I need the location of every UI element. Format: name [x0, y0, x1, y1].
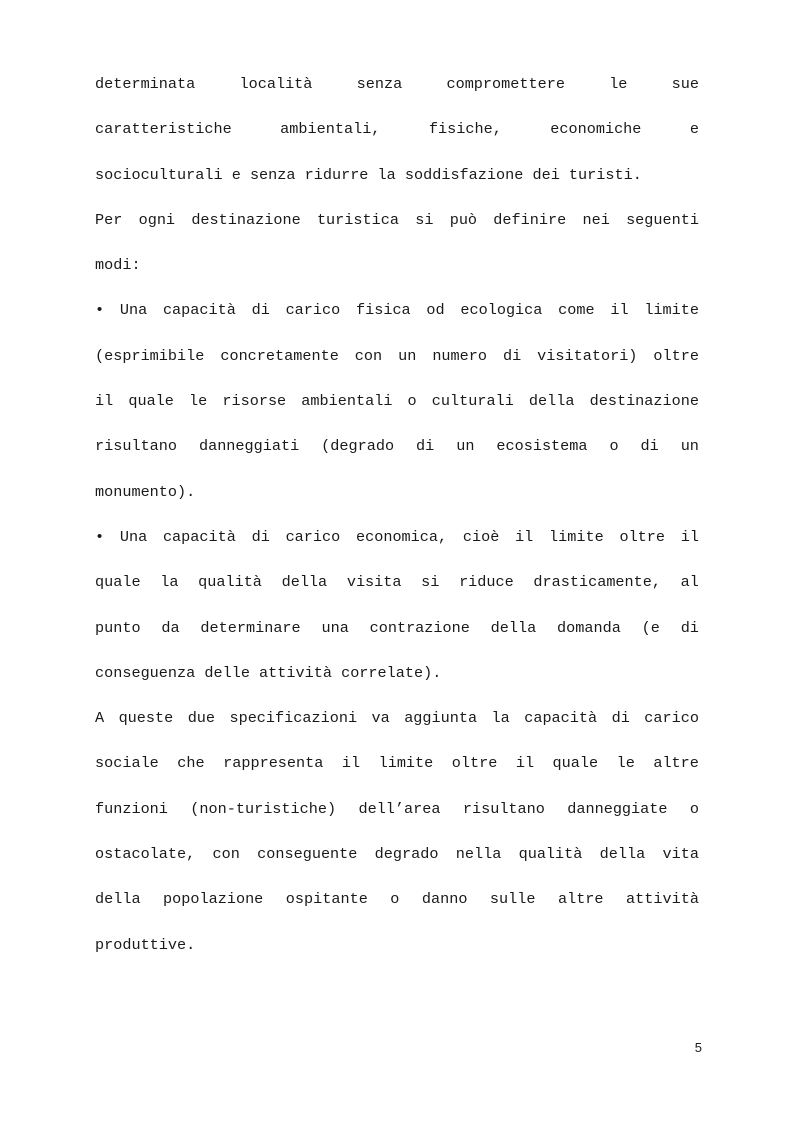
text-line [95, 424, 699, 469]
word: • [95, 527, 105, 546]
word: va [371, 709, 390, 728]
word: un [398, 346, 417, 365]
word: punto [95, 618, 141, 637]
word: ogni [138, 210, 176, 229]
word: due [187, 709, 216, 728]
word: fisica [355, 301, 411, 320]
word: concretamente [220, 346, 339, 365]
word: può [449, 210, 478, 229]
word: o [407, 392, 417, 411]
text-line [95, 107, 699, 152]
word: altre [653, 754, 699, 773]
text-line: socioculturali e senza ridurre la soddisfazione dei turisti. [95, 165, 642, 184]
word: si [415, 210, 434, 229]
word: quale [95, 573, 141, 592]
word: attività [626, 890, 699, 909]
word: un [680, 437, 699, 456]
word: queste [118, 709, 174, 728]
word: il [610, 301, 629, 320]
word: da [161, 618, 180, 637]
word: caratteristiche [95, 120, 232, 139]
word: danneggiati [198, 437, 300, 456]
word: domanda [557, 618, 621, 637]
word: le [616, 754, 635, 773]
word: compromettere [446, 75, 565, 93]
word: carico [285, 527, 341, 546]
body-text [95, 62, 699, 968]
word: con [354, 346, 383, 365]
text-line: produttive. [95, 935, 196, 954]
word: quale [128, 392, 174, 411]
text-line: modi: [95, 256, 141, 275]
word: senza [356, 75, 403, 93]
word: sulle [489, 890, 536, 909]
word: nei [582, 210, 610, 229]
word: drasticamente, [533, 573, 662, 592]
word: sue [671, 75, 699, 93]
word: contrazione [369, 618, 470, 637]
text-line [95, 334, 699, 379]
word: località [239, 75, 313, 93]
word: una [321, 618, 349, 637]
word: risultano [462, 799, 545, 818]
word: riduce [459, 573, 514, 592]
word: o [689, 799, 699, 818]
word: della [528, 392, 575, 411]
word: degrado [374, 845, 439, 864]
text-line [95, 62, 699, 107]
word: oltre [653, 346, 699, 365]
text-line [95, 515, 699, 560]
word: fisiche, [428, 120, 502, 139]
word: aggiunta [404, 709, 478, 728]
text-line [95, 832, 699, 877]
word: la [491, 709, 510, 728]
word: un [456, 437, 475, 456]
word: A [95, 709, 105, 728]
word: cioè [462, 527, 500, 546]
word: ospitante [285, 890, 368, 909]
word: le [189, 392, 208, 411]
word: destinazione [191, 210, 301, 229]
word: si [421, 573, 440, 592]
word: limite [644, 301, 699, 320]
word: (non-turistiche) [190, 799, 337, 818]
word: rappresenta [223, 754, 324, 773]
word: (e [641, 618, 660, 637]
word: economiche [550, 120, 642, 139]
word: al [680, 573, 699, 592]
word: Per [95, 210, 123, 229]
word: ecosistema [496, 437, 588, 456]
word: o [390, 890, 400, 909]
word: vita [662, 845, 699, 864]
word: il [515, 527, 534, 546]
word: risorse [222, 392, 287, 411]
word: conseguente [257, 845, 358, 864]
word: carico [644, 709, 699, 728]
word: qualità [518, 845, 583, 864]
text-line [95, 877, 699, 922]
word: ambientali [301, 392, 393, 411]
word: nella [455, 845, 502, 864]
word: ecologica [460, 301, 543, 320]
word: specificazioni [229, 709, 358, 728]
word: di [502, 346, 522, 365]
word: Una [119, 527, 148, 546]
word: di [251, 527, 270, 546]
word: Una [119, 301, 148, 320]
word: le [609, 75, 628, 93]
word: come [558, 301, 595, 320]
word: qualità [198, 573, 262, 592]
word: risultano [95, 437, 178, 456]
text-line [95, 288, 699, 333]
word: e [689, 120, 699, 139]
word: seguenti [626, 210, 699, 229]
word: il [680, 527, 699, 546]
word: di [416, 437, 435, 456]
word: • [95, 301, 105, 320]
text-line [95, 379, 699, 424]
word: che [177, 754, 205, 773]
word: od [426, 301, 445, 320]
text-line [95, 198, 699, 243]
word: turistica [316, 210, 399, 229]
word: con [212, 845, 240, 864]
text-line [95, 696, 699, 741]
word: dell’area [358, 799, 441, 818]
word: quale [552, 754, 599, 773]
word: della [599, 845, 646, 864]
word: di [680, 618, 699, 637]
word: la [160, 573, 179, 592]
word: limite [378, 754, 434, 773]
word: visitatori) [537, 346, 638, 365]
word: di [251, 301, 270, 320]
word: della [490, 618, 537, 637]
word: oltre [451, 754, 498, 773]
word: funzioni [95, 799, 168, 818]
word: danno [421, 890, 468, 909]
text-line [95, 606, 699, 651]
word: ambientali, [280, 120, 381, 139]
word: o [609, 437, 619, 456]
word: danneggiate [567, 799, 668, 818]
word: sociale [95, 754, 159, 773]
word: numero [432, 346, 487, 365]
word: capacità [524, 709, 598, 728]
word: ostacolate, [95, 845, 196, 864]
word: di [640, 437, 659, 456]
word: visita [346, 573, 402, 592]
word: determinata [95, 75, 196, 93]
word: (esprimibile [95, 346, 205, 365]
word: oltre [619, 527, 666, 546]
word: il [341, 754, 361, 773]
word: di [611, 709, 630, 728]
word: culturali [431, 392, 514, 411]
word: altre [557, 890, 604, 909]
word: il [515, 754, 535, 773]
text-line [95, 560, 699, 605]
page-number: 5 [694, 1040, 702, 1055]
word: economica, [355, 527, 448, 546]
word: popolazione [163, 890, 264, 909]
word: della [95, 890, 141, 909]
word: capacità [162, 527, 236, 546]
word: destinazione [589, 392, 699, 411]
text-line: monumento). [95, 482, 196, 501]
text-line: conseguenza delle attività correlate). [95, 663, 442, 682]
text-line [95, 787, 699, 832]
word: determinare [200, 618, 301, 637]
word: carico [285, 301, 341, 320]
word: definire [493, 210, 567, 229]
word: capacità [162, 301, 236, 320]
word: il [95, 392, 114, 411]
word: limite [549, 527, 604, 546]
word: della [281, 573, 328, 592]
word: (degrado [321, 437, 395, 456]
text-line [95, 741, 699, 786]
